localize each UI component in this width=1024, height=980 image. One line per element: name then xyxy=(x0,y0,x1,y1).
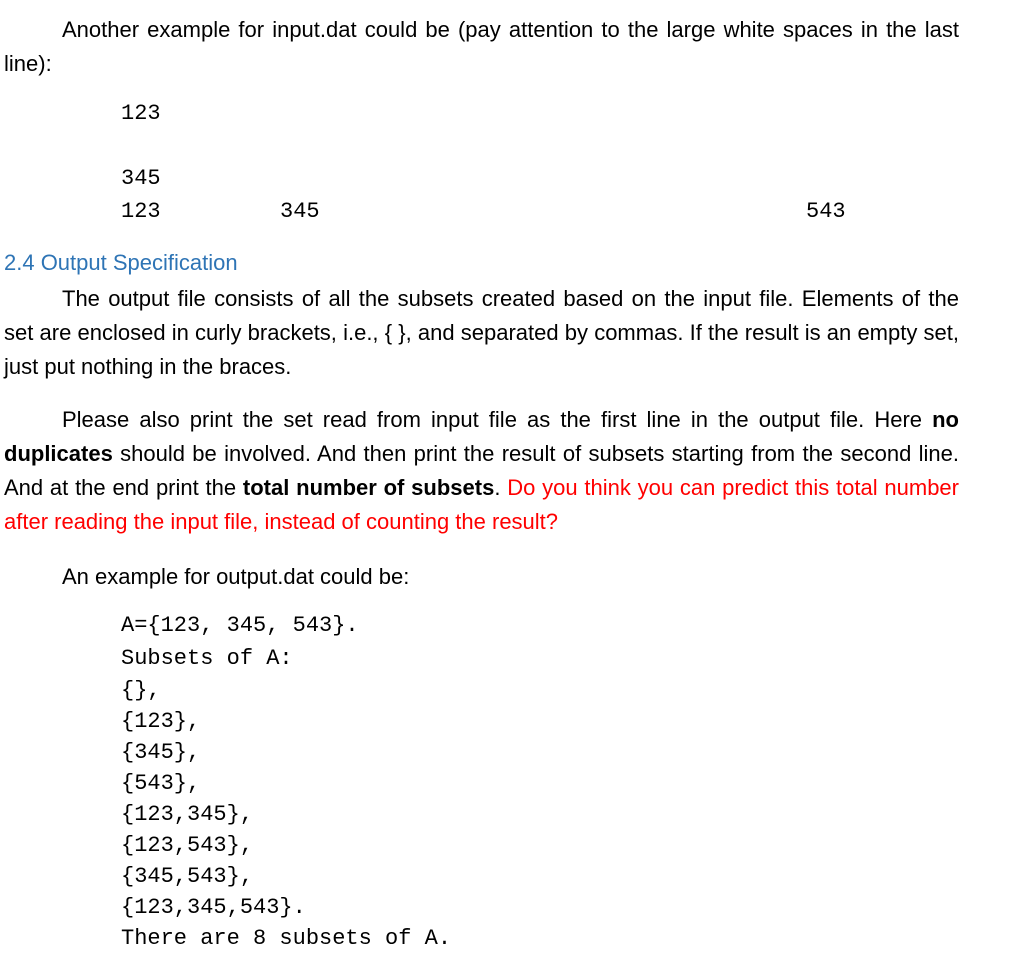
code-line-subset: {345}, xyxy=(121,740,201,765)
output-spec-paragraph: The output file consists of all the subsets created based on the input file. Elements of the set are enclosed in curly brackets, i.e., { }, and separated by commas. If the result is an empty set, just put nothing in the braces. xyxy=(4,286,959,379)
output-example-code-block xyxy=(121,608,451,954)
intro-paragraph: Another example for input.dat could be (pay attention to the large white spaces in the last line): xyxy=(4,17,959,76)
no-duplicates-bold: no duplicates xyxy=(4,407,959,466)
input-line-3-col-2: 345 xyxy=(280,199,320,224)
para2-text-3: . xyxy=(494,475,508,500)
code-line-subset: {543}, xyxy=(121,771,201,796)
input-line-3-col-3: 543 xyxy=(806,199,846,224)
section-heading: 2.4 Output Specification xyxy=(4,250,238,275)
total-subsets-bold: total number of subsets xyxy=(242,475,495,500)
code-line-set-a: A={123, 345, 543}. xyxy=(121,613,359,638)
code-line-subset: {123,345,543}. xyxy=(121,895,306,920)
prediction-question: Do you think you can predict this total number after reading the input file, instead of counting the result? xyxy=(4,475,959,534)
code-line-empty-set: {}, xyxy=(121,678,161,703)
code-line-total-count: There are 8 subsets of A. xyxy=(121,926,452,951)
code-line-subset: {123}, xyxy=(121,709,201,734)
code-line-subsets-header: Subsets of A: xyxy=(121,646,293,671)
para2-text-2: should be involved. And then print the result of subsets starting from the second line. And at the end print the xyxy=(4,441,959,500)
code-line-subset: {345,543}, xyxy=(121,864,254,889)
input-line-1: 123 xyxy=(121,101,161,126)
print-instructions-paragraph xyxy=(4,403,959,539)
output-example-intro: An example for output.dat could be: xyxy=(62,564,410,589)
code-line-subset: {123,543}, xyxy=(121,833,254,858)
input-line-3-col-1: 123 xyxy=(121,199,161,224)
input-line-2: 345 xyxy=(121,166,161,191)
para2-text-1: Please also print the set read from input file as the first line in the output file. Here xyxy=(62,407,933,432)
code-line-subset: {123,345}, xyxy=(121,802,254,827)
